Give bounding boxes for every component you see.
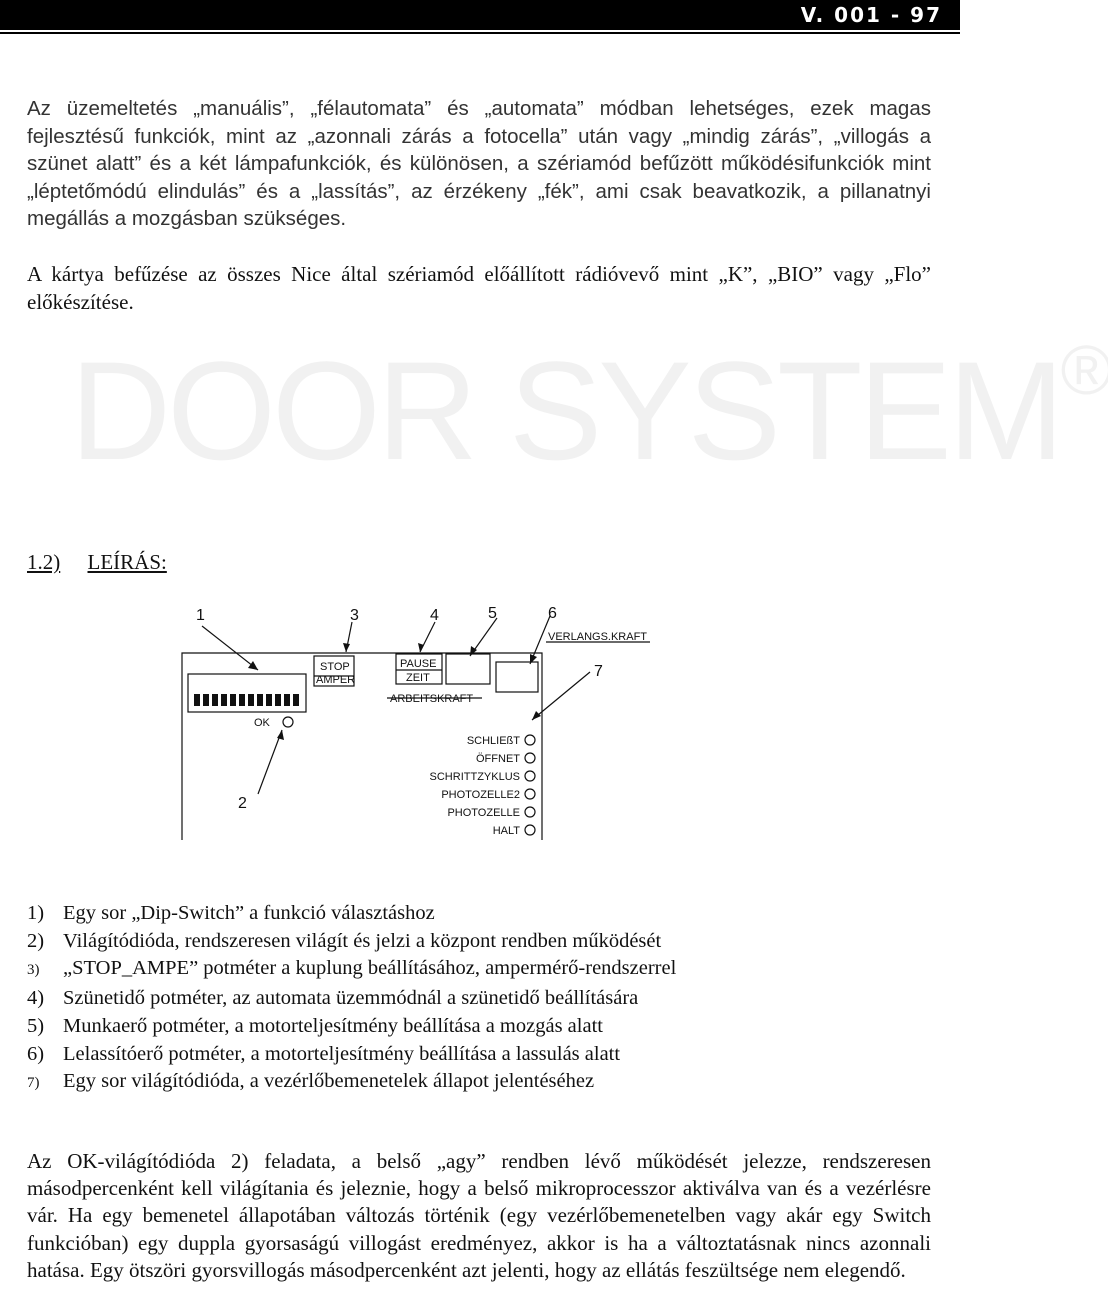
ok-led xyxy=(283,717,293,727)
label-arbeitskraft: ARBEITSKRAFT xyxy=(390,693,474,705)
led-label-6: HALT xyxy=(492,825,520,837)
section-heading xyxy=(27,550,167,575)
label-verlangskraft: VERLANGS.KRAFT xyxy=(548,631,648,643)
list-item: 6) Lelassítóerő potméter, a motorteljesítmény beállítása a lassulás alatt xyxy=(27,1042,621,1065)
callout-6: 6 xyxy=(548,605,557,622)
section-title: LEÍRÁS: xyxy=(87,550,167,574)
version-label: V. 001 - 97 xyxy=(800,3,942,27)
led-label-4: PHOTOZELLE2 xyxy=(441,789,520,801)
status-led-column xyxy=(525,735,535,835)
verlangskraft-box xyxy=(496,662,538,692)
list-item: 4) Szünetidő potméter, az automata üzemmódnál a szünetidő beállítására xyxy=(27,987,639,1010)
door-system-watermark xyxy=(70,330,1108,492)
component-list xyxy=(27,900,937,1098)
section-number: 1.2) xyxy=(27,550,61,574)
label-amper: AMPER xyxy=(316,674,356,686)
led-label-3: SCHRITTZYKLUS xyxy=(429,771,520,783)
header-bar xyxy=(0,0,960,30)
watermark-text: DOOR SYSTEM xyxy=(70,332,1061,489)
list-item: 5) Munkaerő potméter, a motorteljesítmény beállítása a mozgás alatt xyxy=(27,1014,603,1037)
dip-switch-block xyxy=(188,674,306,712)
intro-paragraph-2: A kártya befűzése az összes Nice által szériamód előállított rádióvevő mint „K”, „BIO” vagy „Flo” előkészítése. xyxy=(27,262,931,314)
list-item: 3) „STOP_AMPE” potméter a kuplung beállításához, ampermérő-rendszerrel xyxy=(27,957,677,980)
list-item: 1) Egy sor „Dip-Switch” a funkció választáshoz xyxy=(27,902,435,924)
label-stop: STOP xyxy=(320,661,350,673)
callout-2: 2 xyxy=(238,795,247,812)
led-label-2: ÖFFNET xyxy=(476,753,520,765)
led-label-1: SCHLIEßT xyxy=(466,735,520,747)
led-label-5: PHOTOZELLE xyxy=(447,807,520,819)
registered-mark: ® xyxy=(1060,331,1108,409)
list-item: 2) Világítódióda, rendszeresen világít és jelzi a központ rendben működését xyxy=(27,929,662,952)
label-ok: OK xyxy=(254,717,270,729)
header-divider xyxy=(0,32,960,34)
callout-7: 7 xyxy=(594,663,603,680)
callout-4: 4 xyxy=(430,607,439,624)
list-item: 7) Egy sor világítódióda, a vezérlőbemenetelek állapot jelentéséhez xyxy=(27,1070,595,1093)
dip-switch-row xyxy=(194,694,299,706)
callout-5: 5 xyxy=(488,605,497,622)
label-pause: PAUSE xyxy=(400,658,437,670)
control-board-diagram xyxy=(150,590,690,860)
closing-paragraph: Az OK-világítódióda 2) feladata, a belső „agy” rendben lévő működését jelezze, rendszeresen másodpercenként kell világítania és jeleznie, hogy a belső mikroprocesszor aktiválva van és a vezérlésre vár. Ha egy bemenetel állapotában változás történik (egy vezérlőbemenetelben vagy akár egy Switch funkcióban) egy duppla gyorsaságú villogást eredményez, akkor is ha a változtatásnak nincs azonnali hatása. Egy ötszöri gyorsvillogás másodpercenként azt jelenti, hogy az ellátás feszültsége nem elegendő. xyxy=(27,1149,931,1282)
arbeitskraft-box xyxy=(446,654,490,684)
callout-1: 1 xyxy=(196,607,205,624)
label-zeit: ZEIT xyxy=(406,672,430,684)
intro-paragraph-1: Az üzemeltetés „manuális”, „félautomata” és „automata” módban lehetséges, ezek magas fejlesztésű funkciók, mint az „azonnali zárás a fotocella” után vagy „mindig zárás”, „villogás a szünet alatt” és a két lámpafunkciók, és különösen, a szériamód befűzött működésifunkciók mint „léptetőmódú elindulás” és a „lassítás”, az érzékeny „fék”, ami csak beavatkozik, a pillanatnyi megállás a mozgásban szükséges. xyxy=(27,97,931,230)
callout-3: 3 xyxy=(350,607,359,624)
